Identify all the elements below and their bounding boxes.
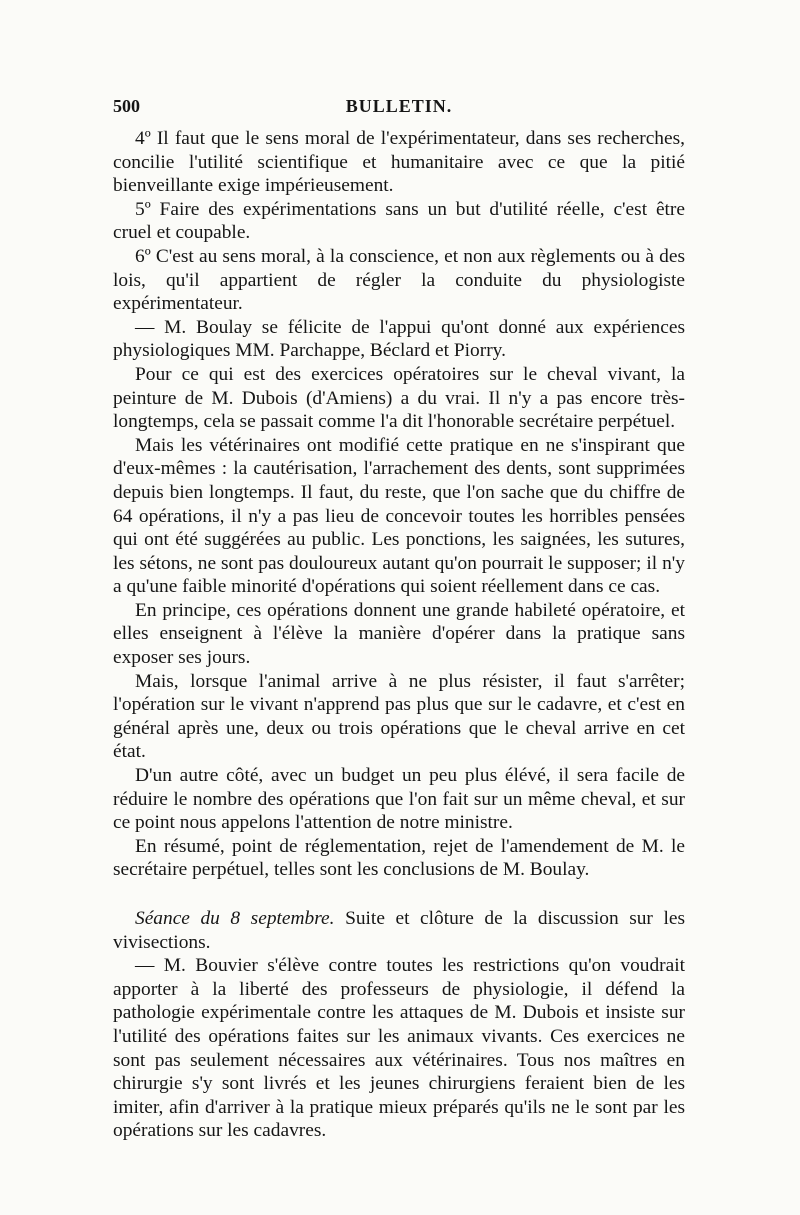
paragraph-point-4: 4º Il faut que le sens moral de l'expérimentateur, dans ses recherches, concilie l'utilité scientifique et humanitaire avec ce que la pitié bienveillante exige impérieusement.	[113, 128, 685, 197]
paragraph-veterinaires: Mais les vétérinaires ont modifié cette pratique en ne s'inspirant que d'eux-mêmes : la cautérisation, l'arrachement des dents, sont supprimées depuis bien longtemps. Il faut, du reste, que l'on sache que du chiffre de 64 opérations, il n'y a pas lieu de concevoir toutes les horribles pensées qui ont été suggérées au public. Les ponctions, les saignées, les sutures, les sétons, ne sont pas douloureux autant qu'on pourrait le supposer; il n'y a qu'une faible minorité d'opérations qui soient réellement dans ce cas.	[113, 434, 685, 598]
paragraph-principe: En principe, ces opérations donnent une grande habileté opératoire, et elles enseignent à l'élève la manière d'opérer dans la pratique sans exposer ses jours.	[113, 599, 685, 669]
paragraph-budget: D'un autre côté, avec un budget un peu plus élévé, il sera facile de réduire le nombre des opérations que l'on fait sur un même cheval, et sur ce point nous appelons l'attention de notre ministre.	[113, 765, 685, 834]
paragraph-bouvier: — M. Bouvier s'élève contre toutes les restrictions qu'on voudrait apporter à la liberté des professeurs de physiologie, il défend la pathologie expérimentale contre les attaques de M. Dubois et insiste sur l'utilité des opérations faites sur les animaux vivants. Ces exercices ne sont pas seulement nécessaires aux vétérinaires. Tous nos maîtres en chirurgie s'y sont livrés et les jeunes chirurgiens feraient bien de les imiter, afin d'arriver à la pratique mieux préparés qu'ils ne le sont par les opérations sur les cadavres.	[113, 955, 685, 1142]
seance-date-label: Séance du 8 septembre.	[135, 908, 335, 929]
paragraph-point-6: 6º C'est au sens moral, à la conscience, et non aux règlements ou à des lois, qu'il appartient de régler la conduite du physiologiste expérimentateur.	[113, 245, 685, 315]
paragraph-boulay-intro: — M. Boulay se félicite de l'appui qu'ont donné aux expériences physiologiques MM. Parchappe, Béclard et Piorry.	[113, 316, 685, 362]
seance-subject: Suite et clôture de la discussion sur les vivisections.	[113, 908, 685, 953]
article-body	[113, 127, 685, 1143]
paragraph-point-5: 5º Faire des expérimentations sans un but d'utilité réelle, c'est être cruel et coupable.	[113, 198, 685, 244]
seance-heading	[113, 907, 685, 954]
running-title: BULLETIN.	[345, 96, 453, 116]
paragraph-resume: En résumé, point de réglementation, rejet de l'amendement de M. le secrétaire perpétuel, telles sont les conclusions de M. Boulay.	[113, 835, 685, 881]
page-number: 500	[113, 96, 140, 116]
page-header	[113, 96, 685, 120]
paragraph-animal: Mais, lorsque l'animal arrive à ne plus résister, il faut s'arrêter; l'opération sur le vivant n'apprend pas plus que sur le cadavre, et c'est en général après une, deux ou trois opérations que le cheval arrive en cet état.	[113, 670, 685, 763]
paragraph-exercices: Pour ce qui est des exercices opératoires sur le cheval vivant, la peinture de M. Dubois (d'Amiens) a du vrai. Il n'y a pas encore très-longtemps, cela se passait comme l'a dit l'honorable secrétaire perpétuel.	[113, 363, 685, 433]
